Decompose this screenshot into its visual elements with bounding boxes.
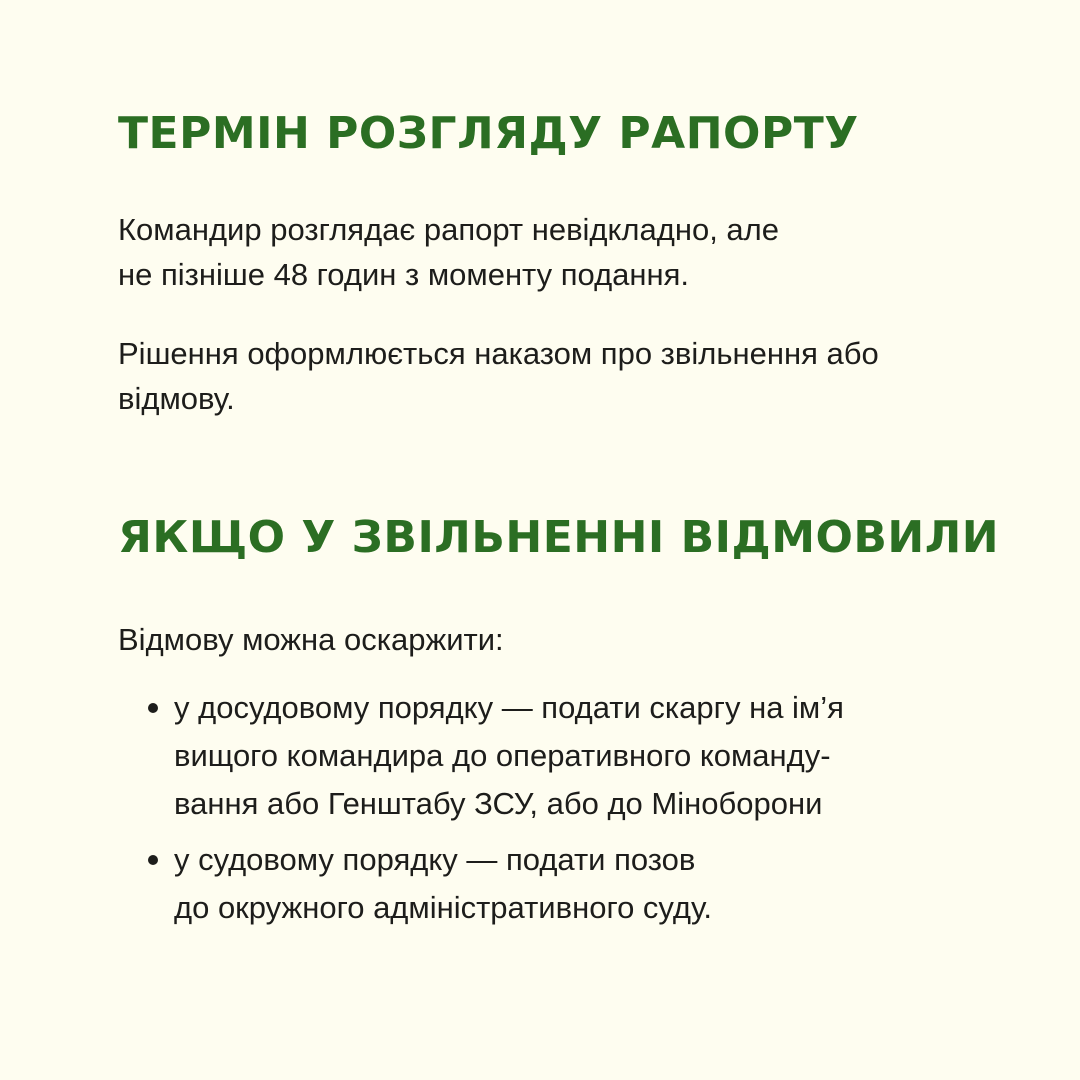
- list-item-line: до окружного адміністративного суду.: [174, 890, 712, 925]
- section-heading-review-term: ТЕРМІН РОЗГЛЯДУ РАПОРТУ: [118, 108, 859, 159]
- paragraph-line: Рішення оформлюється наказом про звільнення або: [118, 336, 879, 371]
- paragraph-line: Командир розглядає рапорт невідкладно, але: [118, 212, 780, 247]
- bullet-icon: [148, 703, 158, 713]
- list-item-line: вищого командира до оперативного команду-: [174, 738, 831, 773]
- appeal-options-list-continued: [118, 836, 998, 932]
- appeal-intro: Відмову можна оскаржити:: [118, 622, 504, 657]
- section-heading-refusal: ЯКЩО У ЗВІЛЬНЕННІ ВІДМОВИЛИ: [118, 512, 1000, 563]
- review-term-paragraph: [118, 207, 779, 297]
- paragraph-line: не пізніше 48 годин з моменту подання.: [118, 257, 690, 292]
- document-page: [118, 0, 1018, 1080]
- list-item-court-appeal: [118, 836, 998, 932]
- bullet-icon: [148, 855, 158, 865]
- list-item-line: у досудовому порядку — подати скаргу на ім’я: [174, 690, 844, 725]
- paragraph-line: відмову.: [118, 381, 235, 416]
- list-item-line: вання або Генштабу ЗСУ, або до Міноборони: [174, 786, 823, 821]
- list-item-line: у судовому порядку — подати позов: [174, 842, 696, 877]
- appeal-options-list: [118, 684, 998, 828]
- list-item-pretrial-appeal: [118, 684, 998, 828]
- decision-paragraph: [118, 331, 879, 421]
